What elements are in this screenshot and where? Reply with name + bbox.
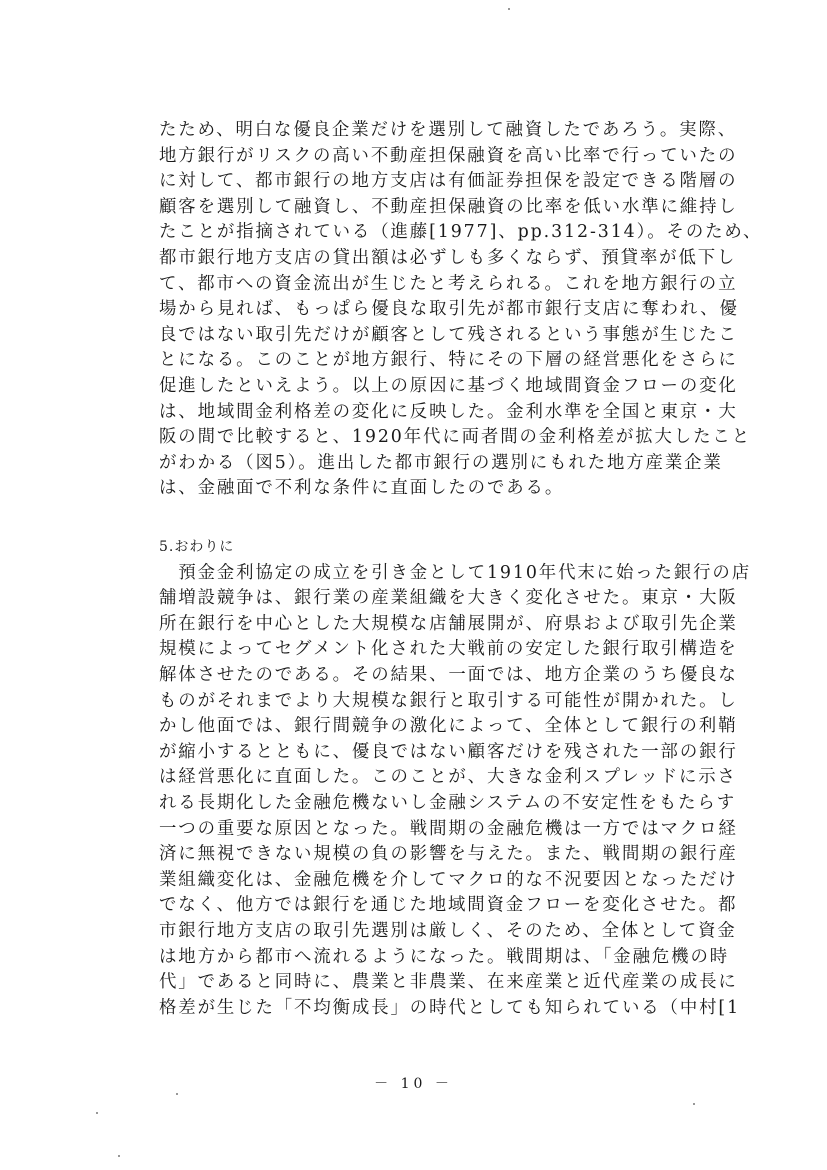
scan-speck	[176, 1093, 178, 1095]
text-line: 済に無視できない規模の負の影響を与えた。また、戦間期の銀行産	[159, 844, 738, 865]
scan-speck	[118, 1155, 120, 1157]
text-line: 阪の間で比較すると、1920年代に両者間の金利格差が拡大したこと	[159, 427, 751, 448]
text-line: たため、明白な優良企業だけを選別して融資したであろう。実際、	[159, 120, 738, 140]
text-line: 規模によってセグメント化された大戦前の安定した銀行取引構造を	[159, 639, 738, 660]
text-line: 舗増設競争は、銀行業の産業組織を大きく変化させた。東京・大阪	[159, 588, 738, 609]
text-line: れる長期化した金融危機ないし金融システムの不安定性をもたらす	[159, 792, 736, 813]
text-line: 市銀行地方支店の取引先選別は厳しく、そのため、全体として資金	[159, 920, 737, 941]
text-line: ものがそれまでより大規模な銀行と取引する可能性が開かれた。し	[159, 690, 738, 711]
scan-speck	[508, 8, 510, 10]
text-line: 預金金利協定の成立を引き金として1910年代末に始った銀行の店	[159, 562, 751, 583]
text-line: 促進したといえよう。以上の原因に基づく地域間資金フローの変化	[159, 375, 738, 396]
text-line: 良ではない取引先だけが顧客として残されるという事態が生じたこ	[159, 324, 738, 345]
text-line: 解体させたのである。その結果、一面では、地方企業のうち優良な	[159, 664, 738, 685]
scan-speck	[96, 1112, 98, 1114]
paragraph-continued	[159, 118, 763, 502]
text-line: は地方から都市へ流れるようになった。戦間期は、「金融危機の時	[159, 946, 730, 967]
text-line: でなく、他方では銀行を通じた地域間資金フローを変化させた。都	[159, 895, 738, 916]
conclusion-section	[159, 535, 751, 1021]
scan-speck	[693, 1103, 695, 1105]
text-line: かし他面では、銀行間競争の激化によって、全体として銀行の利鞘	[159, 716, 738, 737]
text-line: 一つの重要な原因となった。戦間期の金融危機は一方ではマクロ経	[159, 818, 738, 839]
text-line: 地方銀行がリスクの高い不動産担保融資を高い比率で行っていたの	[159, 145, 738, 166]
text-line: が縮小するとともに、優良ではない顧客だけを残された一部の銀行	[159, 741, 738, 762]
text-line: 都市銀行地方支店の貸出額は必ずしも多くならず、預貸率が低下し	[159, 247, 737, 268]
text-line: 所在銀行を中心とした大規模な店舗展開が、府県および取引先企業	[159, 613, 738, 634]
text-line: は、金融面で不利な条件に直面したのである。	[159, 478, 565, 499]
text-line: 場から見れば、もっぱら優良な取引先が都市銀行支店に奪われ、優	[159, 299, 739, 320]
text-line: 顧客を選別して融資し、不動産担保融資の比率を低い水準に維持し	[159, 196, 738, 217]
text-line: とになる。このことが地方銀行、特にその下層の経営悪化をさらに	[159, 350, 738, 371]
text-line: がわかる（図5）。進出した都市銀行の選別にもれた地方産業企業	[159, 452, 723, 473]
text-line: て、都市への資金流出が生じたと考えられる。これを地方銀行の立	[159, 273, 738, 294]
text-line: 代」であると同時に、農業と非農業、在来産業と近代産業の成長に	[159, 972, 738, 993]
page-number: － 10 －	[374, 1076, 453, 1092]
text-line: は、地域間金利格差の変化に反映した。金利水準を全国と東京・大	[159, 401, 738, 422]
text-line: 格差が生じた「不均衡成長」の時代としても知られている（中村[1	[159, 997, 741, 1018]
section-heading: 5.おわりに	[159, 539, 235, 555]
text-line: たことが指摘されている（進藤[1977]、pp.312-314）。そのため、	[159, 222, 763, 243]
text-line: 業組織変化は、金融危機を介してマクロ的な不況要因となっただけ	[159, 869, 738, 890]
text-line: に対して、都市銀行の地方支店は有価証券担保を設定できる階層の	[159, 171, 738, 192]
text-line: は経営悪化に直面した。このことが、大きな金利スプレッドに示さ	[159, 767, 737, 788]
